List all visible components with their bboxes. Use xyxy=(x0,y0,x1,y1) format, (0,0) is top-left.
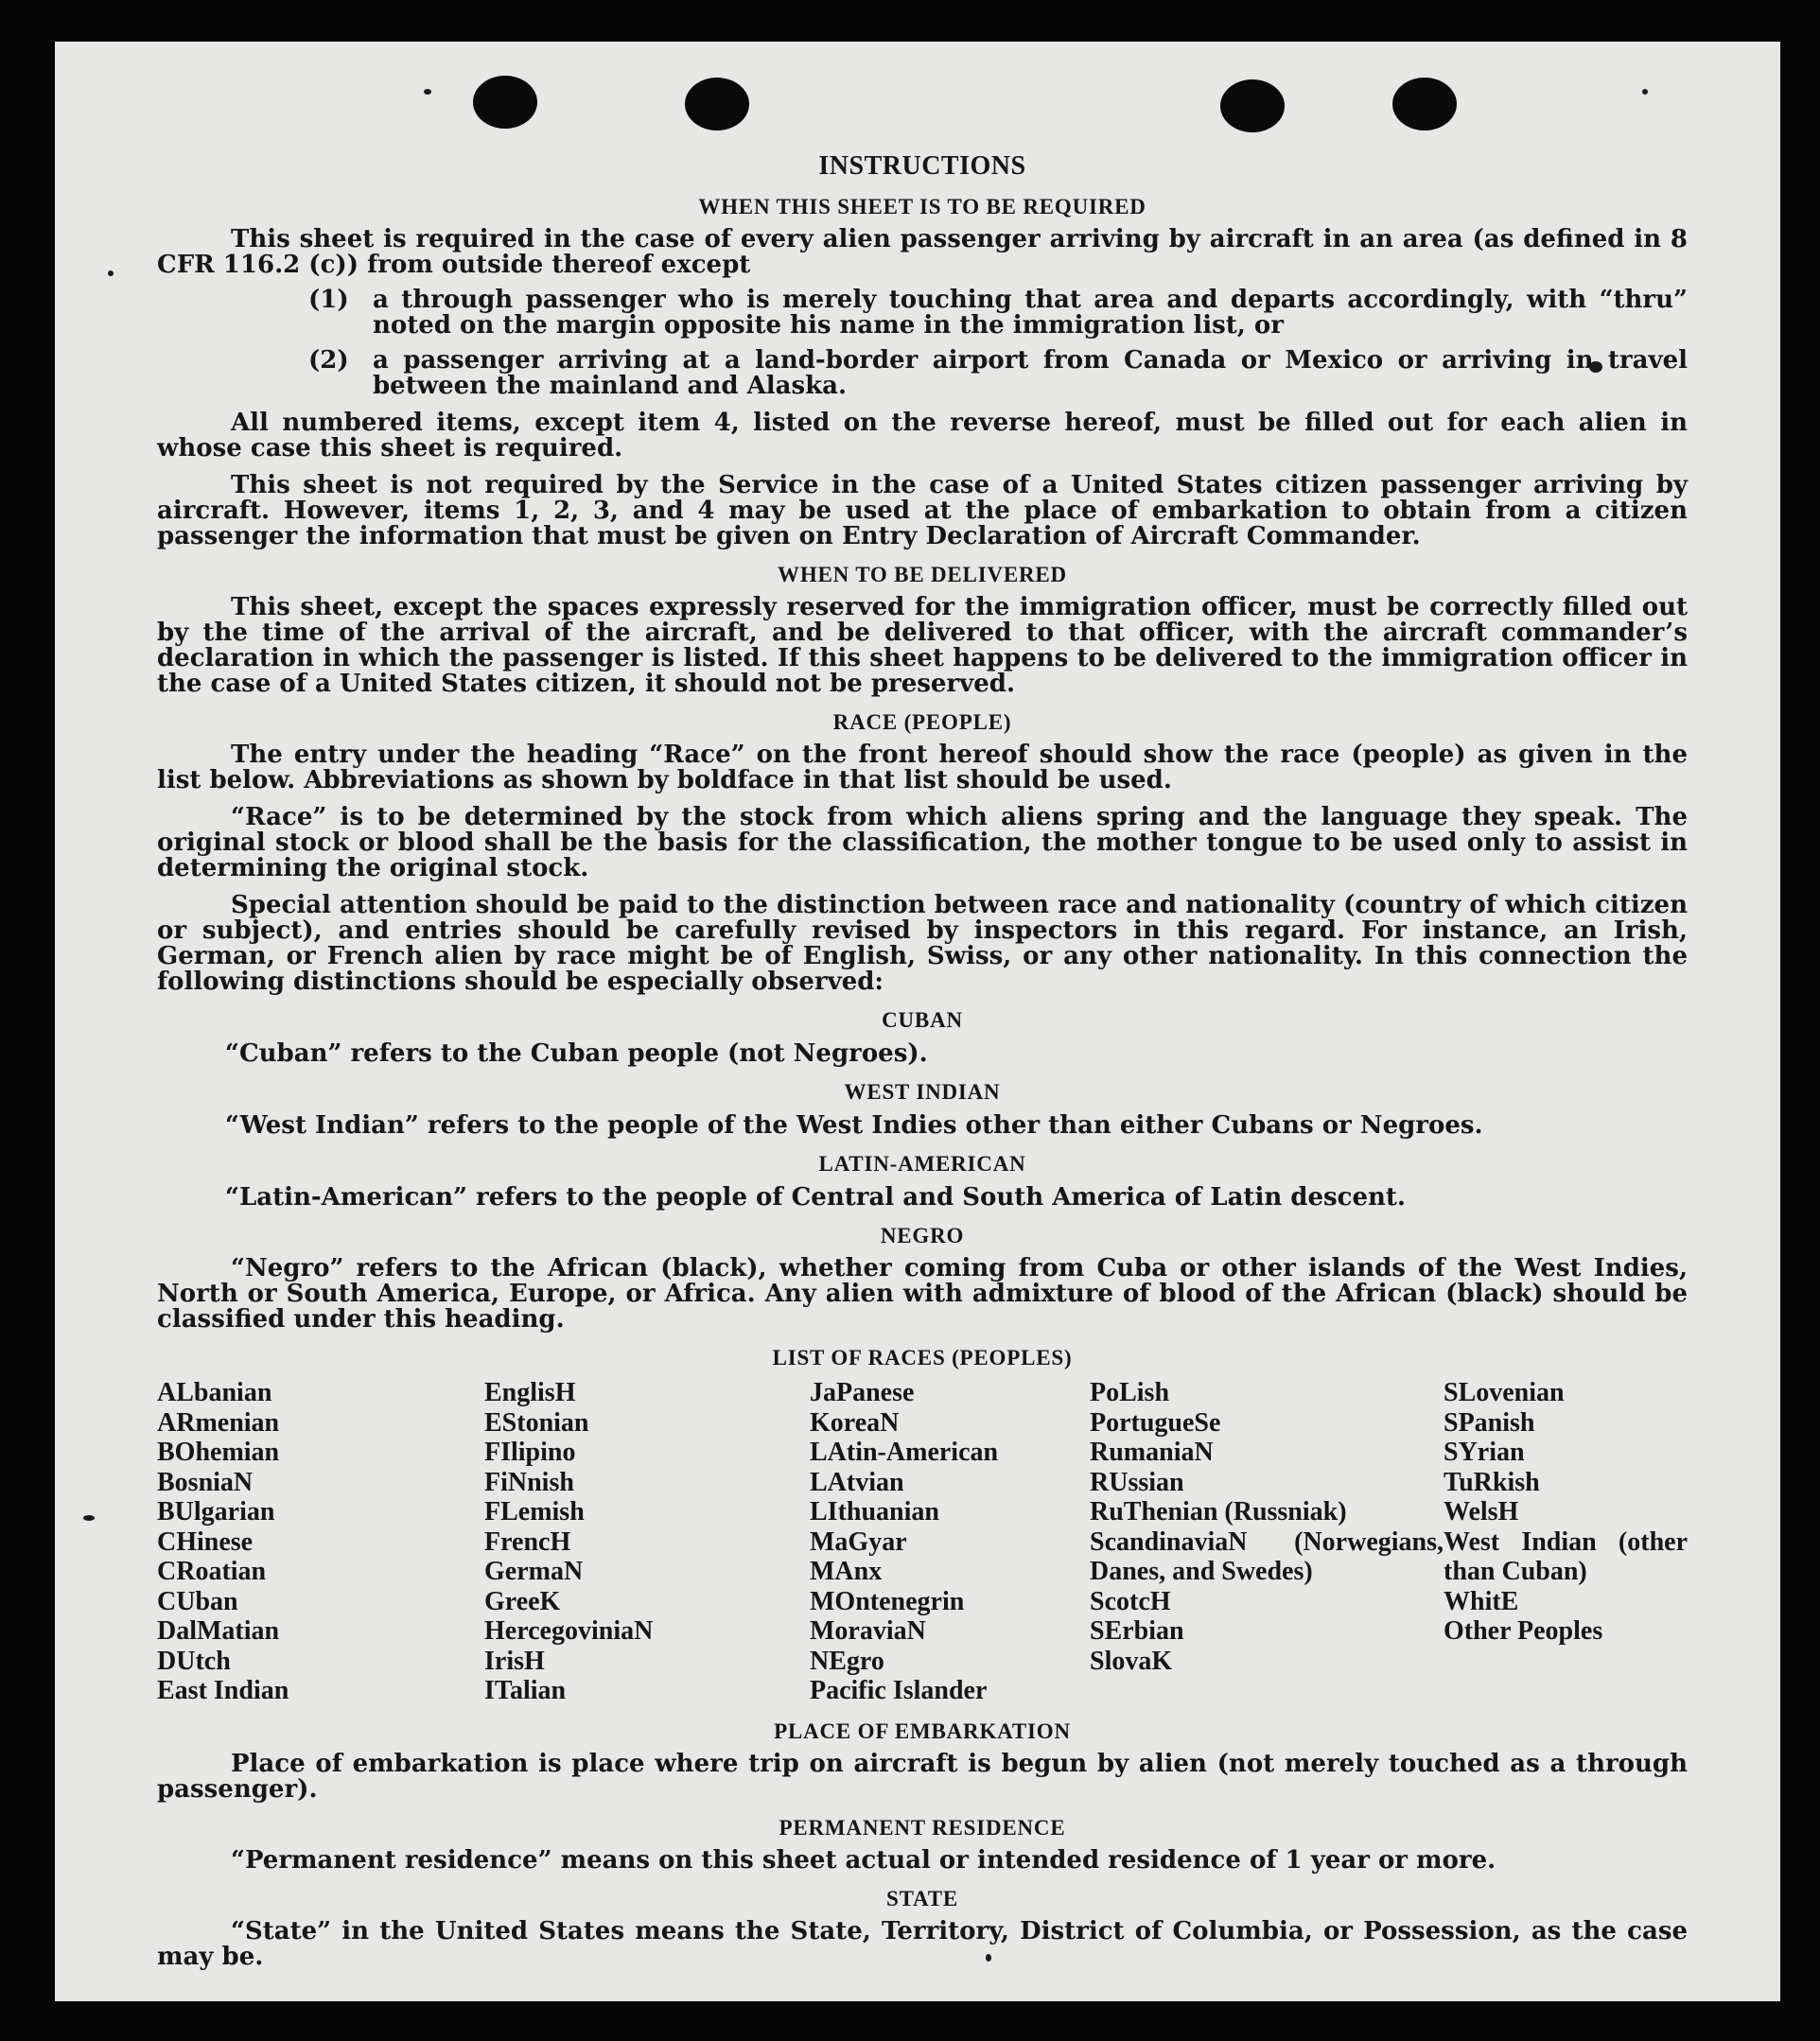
section-heading-race: RACE (PEOPLE) xyxy=(832,710,1012,734)
race-entry: ALbanian xyxy=(157,1378,272,1407)
section-heading-cuban: CUBAN xyxy=(882,1008,963,1032)
paragraph: This sheet is not required by the Service in the case of a United States citizen passenger arriving by aircraft. However, items 1, 2, 3, and 4 may be used at the place of embarkation to obtain from a citizen passenger the information that must be given on Entry Declaration of Aircraft Commander. xyxy=(157,471,1688,550)
race-entry: GreeK xyxy=(484,1586,561,1616)
paragraph: The entry under the heading “Race” on the front hereof should show the race (people) as given in the list below. Abbreviations as shown by boldface in that list should be used. xyxy=(157,741,1688,794)
item-number: (1) xyxy=(308,286,349,314)
race-entry: DalMatian xyxy=(157,1616,280,1646)
race-entry: GermaN xyxy=(484,1557,584,1586)
race-entry: NEgro xyxy=(810,1646,884,1676)
speck xyxy=(1642,89,1648,95)
race-entry: MOntenegrin xyxy=(810,1586,965,1616)
race-entry: CUban xyxy=(157,1586,238,1616)
race-entry: West Indian (other than Cuban) xyxy=(1444,1526,1688,1586)
section-heading-negro: NEGRO xyxy=(880,1224,965,1247)
paragraph: Place of embarkation is place where trip on aircraft is begun by alien (not merely touched as a through passenger). xyxy=(157,1749,1688,1804)
race-entry: WhitE xyxy=(1444,1586,1519,1616)
race-entry: CHinese xyxy=(157,1526,254,1557)
speck xyxy=(424,89,431,95)
section-heading-latin-american: LATIN-AMERICAN xyxy=(818,1152,1026,1176)
race-entry: SlovaK xyxy=(1090,1646,1173,1676)
race-entry: TuRkish xyxy=(1444,1467,1540,1497)
section-heading-state: STATE xyxy=(885,1886,958,1910)
race-entry: MaGyar xyxy=(810,1526,907,1557)
section-heading-required: WHEN THIS SHEET IS TO BE REQUIRED xyxy=(698,195,1146,218)
races-column xyxy=(1444,1378,1688,1706)
speck xyxy=(108,270,114,276)
race-entry: SLovenian xyxy=(1444,1378,1565,1407)
race-entry: SYrian xyxy=(1444,1438,1525,1467)
paragraph: All numbered items, except item 4, listed on the reverse hereof, must be filled out for each alien in whose case this sheet is required. xyxy=(157,409,1688,462)
paragraph: “State” in the United States means the State, Territory, District of Columbia, or Possession, as the case may be. xyxy=(157,1916,1688,1971)
race-entry: FiNnish xyxy=(484,1467,574,1497)
race-entry: BUlgarian xyxy=(157,1497,275,1526)
race-entry: KoreaN xyxy=(810,1407,900,1438)
race-entry: DUtch xyxy=(157,1646,231,1676)
paragraph: “Race” is to be determined by the stock from which aliens spring and the language they speak. The original stock or blood shall be the basis for the classification, the mother tongue to be used only to assist in determining the original stock. xyxy=(157,803,1688,882)
race-entry: BosniaN xyxy=(157,1467,254,1497)
definition: “Cuban” refers to the Cuban people (not Negroes). xyxy=(225,1039,928,1068)
race-entry: RuThenian (Russniak) xyxy=(1090,1497,1347,1526)
race-entry: PortugueSe xyxy=(1090,1407,1221,1438)
race-entry: IrisH xyxy=(484,1646,545,1676)
races-column xyxy=(157,1378,484,1706)
item-number: (2) xyxy=(308,346,349,375)
race-entry: FLemish xyxy=(484,1497,585,1526)
race-entry: LAtvian xyxy=(810,1467,904,1497)
definition: “West Indian” refers to the people of the West Indies other than either Cubans or Negroes. xyxy=(225,1111,1483,1140)
races-column xyxy=(810,1378,1090,1706)
race-entry: BOhemian xyxy=(157,1438,280,1467)
race-entry: MoraviaN xyxy=(810,1616,926,1646)
race-entry: ARmenian xyxy=(157,1407,280,1438)
race-entry: ITalian xyxy=(484,1676,567,1705)
race-entry: WelsH xyxy=(1444,1497,1519,1526)
race-entry: PoLish xyxy=(1090,1378,1170,1407)
race-entry: SPanish xyxy=(1444,1407,1535,1438)
paragraph: “Negro” refers to the African (black), whether coming from Cuba or other islands of the West Indies, North or South America, Europe, or Africa. Any alien with admixture of blood of the African (black) should be classified under this heading. xyxy=(157,1254,1688,1334)
race-entry: FIlipino xyxy=(484,1438,576,1467)
race-entry: CRoatian xyxy=(157,1557,267,1586)
races-column xyxy=(484,1378,810,1706)
item-text: a through passenger who is merely touching that area and departs accordingly, with “thru” noted on the margin opposite his name in the immigration list, or xyxy=(373,286,1688,340)
race-entry: FrencH xyxy=(484,1526,571,1557)
races-column xyxy=(1090,1378,1444,1706)
race-entry: Other Peoples xyxy=(1444,1616,1603,1646)
definition: “Latin-American” refers to the people of Central and South America of Latin descent. xyxy=(225,1183,1406,1212)
list-item xyxy=(157,288,1688,339)
paragraph: “Permanent residence” means on this sheet actual or intended residence of 1 year or more. xyxy=(231,1845,1496,1875)
race-entry: RumaniaN xyxy=(1090,1438,1214,1467)
paragraph: Special attention should be paid to the distinction between race and nationality (country of which citizen or subject), and entries should be carefully revised by inspectors in this regard. For instance, an Irish, German, or French alien by race might be of English, Swiss, or any other nationality. In this connection the following distinctions should be especially observed: xyxy=(157,891,1688,996)
race-entry: ScotcH xyxy=(1090,1586,1171,1616)
page-title: INSTRUCTIONS xyxy=(818,151,1026,181)
paragraph: This sheet is required in the case of every alien passenger arriving by aircraft in an area (as defined in 8 CFR 116.2 (c)) from outside thereof except xyxy=(157,225,1688,279)
race-entry: HercegoviniaN xyxy=(484,1616,654,1646)
race-entry: SErbian xyxy=(1090,1616,1184,1646)
races-list xyxy=(157,1378,1688,1706)
race-entry: MAnx xyxy=(810,1557,883,1586)
paragraph: This sheet, except the spaces expressly reserved for the immigration officer, must be correctly filled out by the time of the arrival of the aircraft, and be delivered to that officer, with the aircraft commander’s declaration in which the passenger is listed. If this sheet happens to be delivered to the immigration officer in the case of a United States citizen, it should not be preserved. xyxy=(157,593,1688,698)
section-heading-delivered: WHEN TO BE DELIVERED xyxy=(778,563,1067,586)
section-heading-residence: PERMANENT RESIDENCE xyxy=(779,1815,1066,1840)
race-entry: RUssian xyxy=(1090,1467,1184,1497)
list-item xyxy=(157,348,1688,399)
race-entry: ScandinaviaN (Norwegians, Danes, and Swedes) xyxy=(1090,1526,1444,1586)
race-entry: EStonian xyxy=(484,1407,589,1438)
race-entry: JaPanese xyxy=(810,1378,915,1407)
race-entry: LAtin-American xyxy=(810,1438,999,1467)
race-entry: East Indian xyxy=(157,1676,289,1705)
race-entry: EnglisH xyxy=(484,1378,576,1407)
section-heading-list-of-races: LIST OF RACES (PEOPLES) xyxy=(772,1346,1073,1369)
instructions-content xyxy=(157,110,1688,1970)
race-entry: LIthuanian xyxy=(810,1497,939,1526)
section-heading-west-indian: WEST INDIAN xyxy=(844,1080,1001,1104)
section-heading-embarkation: PLACE OF EMBARKATION xyxy=(774,1718,1071,1743)
document-sheet xyxy=(55,42,1780,2001)
item-text: a passenger arriving at a land-border airport from Canada or Mexico or arriving in travel between the mainland and Alaska. xyxy=(373,346,1688,400)
race-entry: Pacific Islander xyxy=(810,1676,988,1705)
speck xyxy=(83,1515,95,1521)
